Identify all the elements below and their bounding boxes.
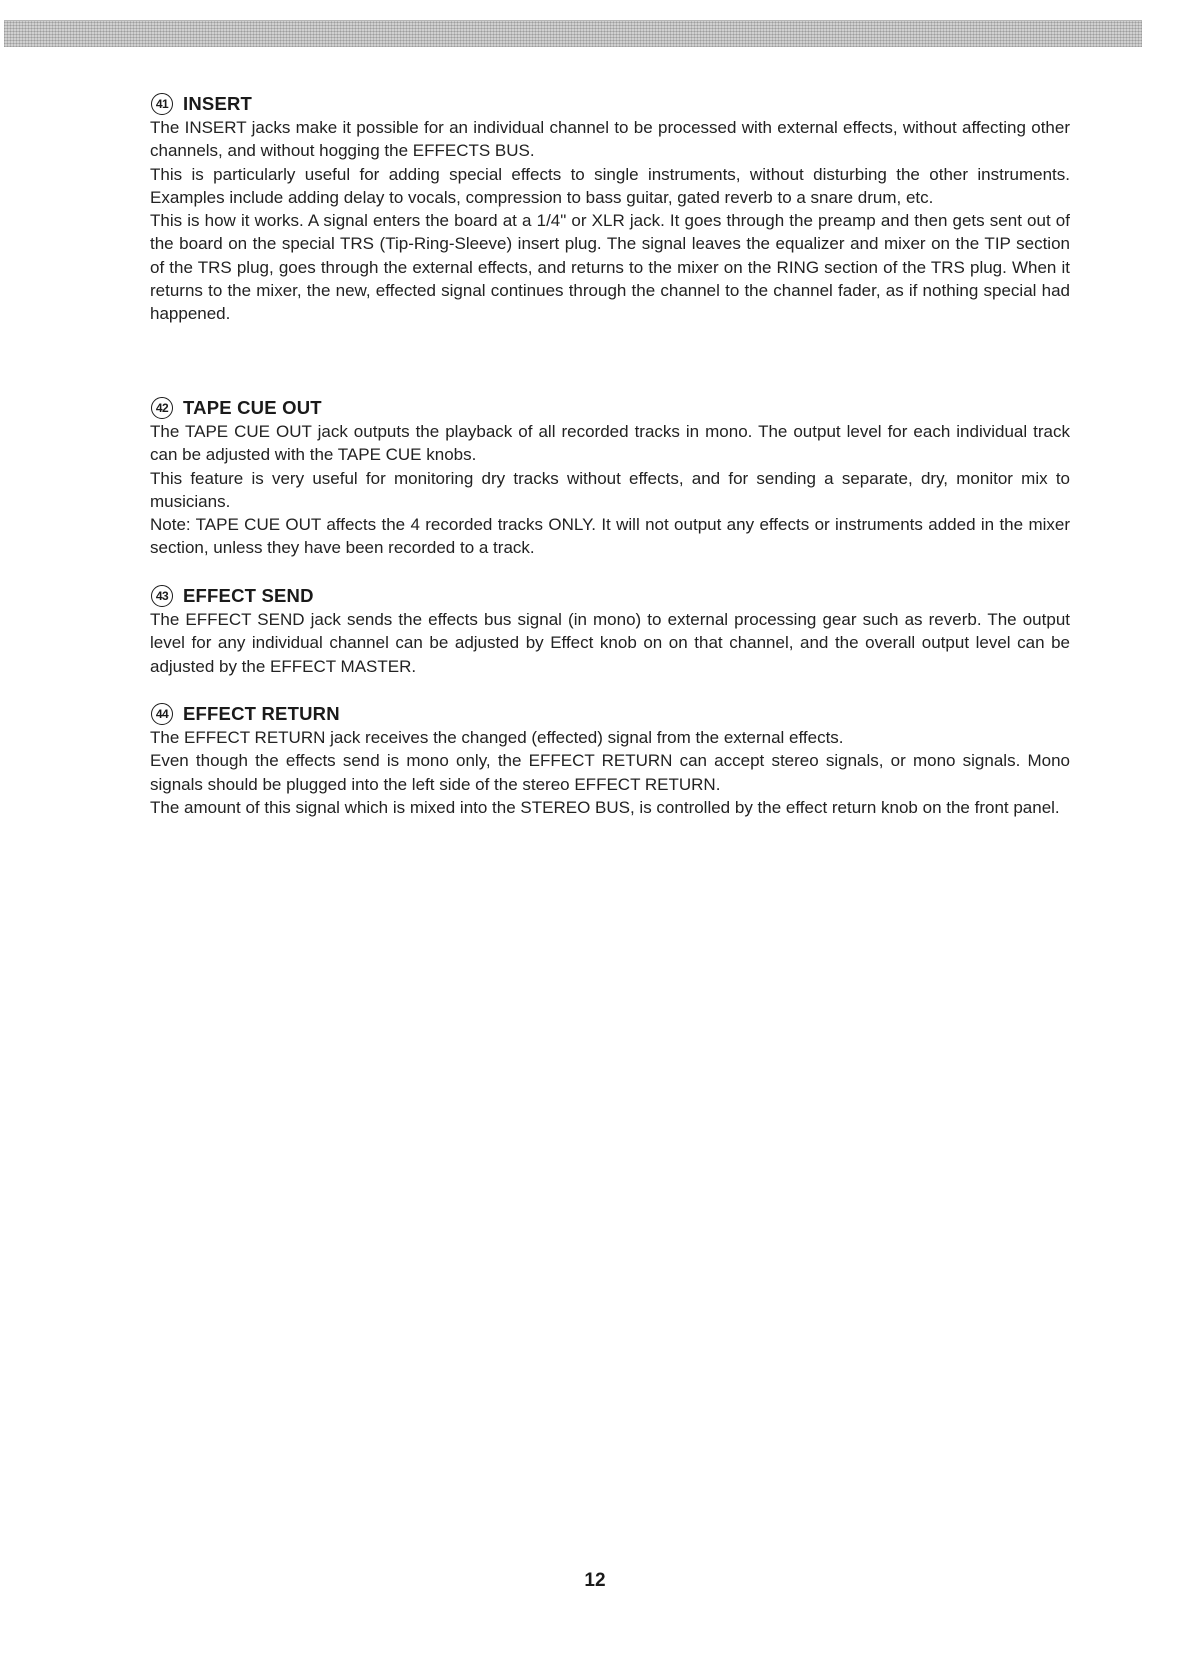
paragraph: The EFFECT SEND jack sends the effects bus signal (in mono) to external processing gear such as reverb. The output level for any individual channel can be adjusted by Effect knob on on that channel, and the overall output level can be adjusted by the EFFECT MASTER. — [150, 610, 1070, 676]
section-title: EFFECT SEND — [183, 585, 314, 606]
section-body — [150, 116, 1070, 326]
section-title: EFFECT RETURN — [183, 703, 340, 724]
paragraph: The TAPE CUE OUT jack outputs the playback of all recorded tracks in mono. The output level for each individual track can be adjusted with the TAPE CUE knobs. — [150, 422, 1070, 465]
section-heading — [150, 584, 1070, 608]
section-tape-cue-out — [150, 396, 1070, 560]
section-body — [150, 608, 1070, 678]
paragraph: This feature is very useful for monitoring dry tracks without effects, and for sending a separate, dry, monitor mix to musicians. — [150, 468, 1070, 511]
scan-header-band — [4, 20, 1142, 47]
section-title: INSERT — [183, 93, 253, 114]
page-number: 12 — [584, 1570, 606, 1591]
section-effect-send — [150, 584, 1070, 678]
section-heading — [150, 92, 1070, 116]
section-body — [150, 726, 1070, 819]
section-number-badge: 41 — [151, 93, 173, 115]
paragraph: The EFFECT RETURN jack receives the changed (effected) signal from the external effects. — [150, 728, 844, 747]
paragraph: Even though the effects send is mono only, the EFFECT RETURN can accept stereo signals, or mono signals. Mono signals should be plugged into the left side of the stereo EFFECT RETURN. — [150, 751, 1070, 794]
section-effect-return — [150, 702, 1070, 819]
section-number-badge: 43 — [151, 585, 173, 607]
paragraph: Note: TAPE CUE OUT affects the 4 recorded tracks ONLY. It will not output any effects or instruments added in the mixer section, unless they have been recorded to a track. — [150, 515, 1070, 558]
section-body — [150, 420, 1070, 560]
section-number-badge: 42 — [151, 397, 173, 419]
section-number-badge: 44 — [151, 703, 173, 725]
paragraph: The INSERT jacks make it possible for an individual channel to be processed with external effects, without affecting other channels, and without hogging the EFFECTS BUS. — [150, 118, 1070, 161]
section-insert — [150, 92, 1070, 326]
section-title: TAPE CUE OUT — [183, 397, 322, 418]
paragraph: The amount of this signal which is mixed into the STEREO BUS, is controlled by the effect return knob on the front panel. — [150, 797, 1060, 817]
section-heading — [150, 396, 1070, 420]
paragraph: This is particularly useful for adding special effects to single instruments, without disturbing the other instruments. Examples include adding delay to vocals, compression to bass guitar, gated reverb to a snare drum, etc. — [150, 164, 1070, 207]
paragraph: This is how it works. A signal enters the board at a 1/4" or XLR jack. It goes through the preamp and then gets sent out of the board on the special TRS (Tip-Ring-Sleeve) insert plug. The signal leaves the equalizer and mixer on the TIP section of the TRS plug, goes through the external effects, and returns to the mixer on the RING section of the TRS plug. When it returns to the mixer, the new, effected signal continues through the channel to the channel fader, as if nothing special had happened. — [150, 211, 1070, 324]
section-heading — [150, 702, 1070, 726]
